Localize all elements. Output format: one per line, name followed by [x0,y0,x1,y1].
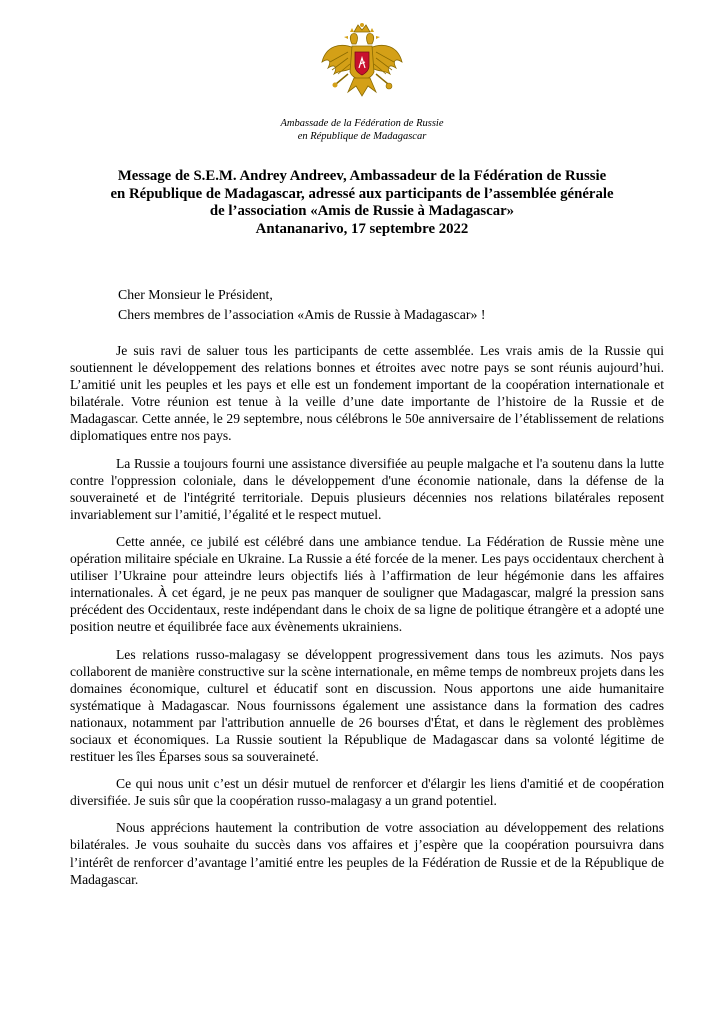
body-paragraph: La Russie a toujours fourni une assistance diversifiée au peuple malgache et l'a soutenu dans la lutte contre l'oppression coloniale, dans le développement d'une économie nationale, dans la défense de la souveraineté et de l'intégrité territoriale. Depuis plusieurs décennies nos relations bilatérales reposent invariablement sur l’amitié, l’égalité et le respect mutuel. [70,455,664,522]
salutation-line-2: Chers membres de l’association «Amis de Russie à Madagascar» ! [118,307,486,322]
title-line-1: Message de S.E.M. Andrey Andreev, Ambassadeur de la Fédération de Russie [117,168,607,184]
salutation-line-1: Cher Monsieur le Président, [118,287,273,302]
embassy-line-2: en République de Madagascar [297,131,427,142]
body-paragraph: Les relations russo-malagasy se développent progressivement dans tous les azimuts. Nos pays collaborent de manière constructive sur la scène internationale, en même temps de nombreux projets dans les domaines économique, culturel et éducatif sont en discussion. Nous apportons une aide humanitaire systématique à Madagascar. Nous fournissons également une assistance dans la formation des cadres nationaux, notamment par l'attribution annuelle de 26 bourses d'État, et dans le règlement des problèmes sociaux et économiques. La Russie soutient la République de Madagascar dans sa volonté légitime de restituer les îles Éparses sous sa souveraineté. [70,646,664,765]
message-title [60,168,664,238]
title-line-4: Antananarivo, 17 septembre 2022 [255,220,469,237]
body-paragraph: Ce qui nous unit c’est un désir mutuel de renforcer et d'élargir les liens d'amitié et de coopération diversifiée. Je suis sûr que la coopération russo-malagasy a un grand potentiel. [70,776,664,809]
body-paragraph: Cette année, ce jubilé est célébré dans une ambiance tendue. La Fédération de Russie mène une opération militaire spéciale en Ukraine. La Russie a été forcée de la mener. Les pays occidentaux cherchent à utiliser l’Ukraine pour atteindre leurs objectifs liés à l’affirmation de leur hégémonie dans les affaires internationales. À cet égard, je ne peux pas manquer de souligner que Madagascar, malgré la pression sans précédent des Occidentaux, reste indépendant dans le choix de sa ligne de politique étrangère et a adopté une position neutre et équilibrée face aux évènements ukrainiens. [70,533,664,635]
body-paragraph: Nous apprécions hautement la contribution de votre association au développement des relations bilatérales. Je vous souhaite du succès dans vos affaires et j’espère que la coopération poursuivra dans l’intérêt de renforcer d’avantage l’amitié entre les peuples de la Fédération de Russie et de la République de Madagascar. [70,820,664,887]
embassy-header [0,117,724,143]
embassy-line-1: Ambassade de la Fédération de Russie [280,118,444,129]
letter-body [70,342,664,898]
title-line-3: de l’association «Amis de Russie à Madagascar» [209,203,515,219]
salutation [118,285,678,325]
title-line-2: en République de Madagascar, adressé aux participants de l’assemblée générale [110,185,614,202]
body-paragraph: Je suis ravi de saluer tous les participants de cette assemblée. Les vrais amis de la Russie qui soutiennent le développement des relations bonnes et étroites avec notre pays se sont réunis aujourd’hui. L’amitié unit les peuples et les pays et elle est un fondement important de la coopération internationale et bilatérale. Votre réunion est tenue à la veille d’une date importante de l’histoire de la Russie et de Madagascar. Cette année, le 29 septembre, nous célébrons le 50e anniversaire de l’établissement de relations diplomatiques entre nos pays. [70,343,664,444]
russian-eagle-emblem-icon [318,22,406,106]
